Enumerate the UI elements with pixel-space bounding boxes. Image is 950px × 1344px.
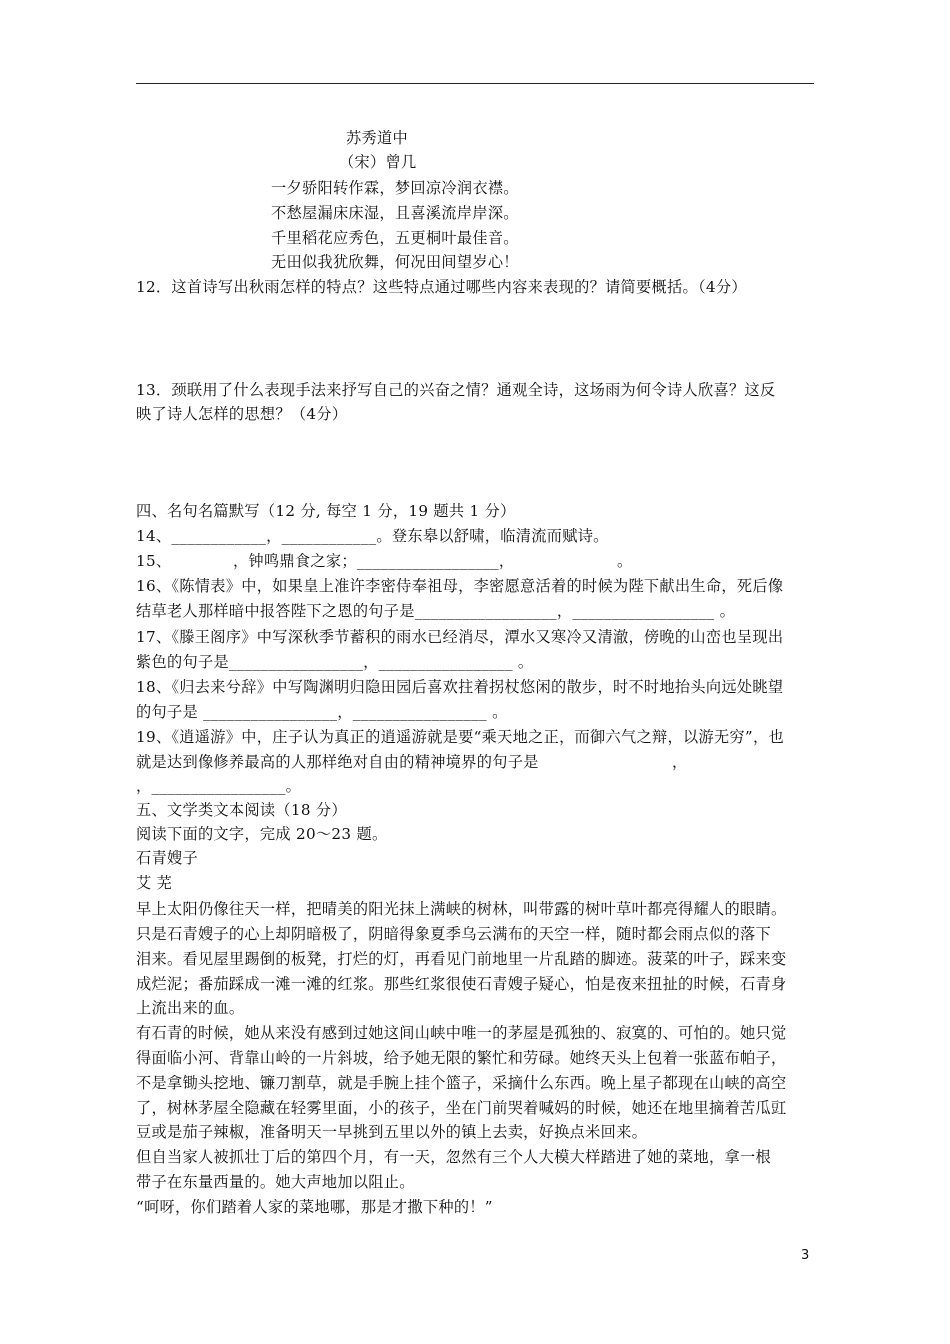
story-paragraph-line: 得面临小河、背靠山岭的一片斜坡，给予她无限的繁忙和劳碌。她终天头上包着一张蓝布帕子， xyxy=(136,1049,787,1067)
question-14: 14、____________，____________。登东皋以舒啸，临清流而赋诗。 xyxy=(136,527,609,545)
story-paragraph-line: 只是石青嫂子的心上却阴暗极了，阴暗得象夏季乌云满布的天空一样，随时都会雨点似的落下 xyxy=(136,925,771,943)
page-number: 3 xyxy=(801,1248,810,1263)
question-19-line-1: 19、《逍遥游》中，庄子认为真正的逍遥游就是要“乘天地之正，而御六气之辩，以游无穷”，也 xyxy=(136,728,784,746)
poem-title: 苏秀道中 xyxy=(346,129,408,147)
question-19-line-3: ，_________________。 xyxy=(136,777,302,795)
question-13-line-1: 13．颈联用了什么表现手法来抒写自己的兴奋之情？通观全诗，这场雨为何令诗人欣喜？这反 xyxy=(136,381,776,399)
question-15: 15、 ，钟鸣鼎食之家；__________________， 。 xyxy=(136,552,633,570)
question-16-line-1: 16、《陈情表》中，如果皇上准许李密侍奉祖母，李密愿意活着的时候为陛下献出生命，死后像 xyxy=(136,577,784,595)
reading-instruction: 阅读下面的文字，完成 20～23 题。 xyxy=(136,825,388,843)
question-12: 12．这首诗写出秋雨怎样的特点？这些特点通过哪些内容来表现的？请简要概括。（4分） xyxy=(136,278,747,296)
story-dialogue: “呵呀，你们踏着人家的菜地哪，那是才撒下种的！” xyxy=(136,1198,493,1216)
story-paragraph-line: 上流出来的血。 xyxy=(136,999,245,1017)
question-18-line-2: 的句子是 _________________，_________________ 。 xyxy=(136,703,508,721)
story-paragraph-line: 泪来。看见屋里踢倒的板凳，打烂的灯，再看见门前地里一片乱踏的脚迹。菠菜的叶子，踩来变 xyxy=(136,950,787,968)
question-17-line-1: 17、《滕王阁序》中写深秋季节蓄积的雨水已经消尽，潭水又寒冷又清澈，傍晚的山峦也呈现出 xyxy=(136,628,784,646)
section-5-heading: 五、文学类文本阅读（18 分） xyxy=(136,801,347,819)
story-paragraph-line: 了，树林茅屋全隐藏在轻雾里面，小的孩子，坐在门前哭着喊妈的时候，她还在地里摘着苦瓜豇 xyxy=(136,1099,787,1117)
story-paragraph-line: 早上太阳仍像往天一样，把晴美的阳光抹上满峡的树林，叫带露的树叶草叶都亮得耀人的眼睛。 xyxy=(136,900,787,918)
poem-line: 无田似我犹欣舞，何况田间望岁心！ xyxy=(271,253,519,271)
question-16-line-2: 结草老人那样暗中报答陛下之恩的句子是__________________，__________________ 。 xyxy=(136,602,736,620)
poem-line: 一夕骄阳转作霖，梦回凉冷润衣襟。 xyxy=(271,179,519,197)
story-paragraph-line: 但自当家人被抓壮丁后的第四个月，有一天，忽然有三个人大模大样踏进了她的菜地，拿一根 xyxy=(136,1148,771,1166)
question-19-line-2: 就是达到像修养最高的人那样绝对自由的精神境界的句子是 ， xyxy=(136,753,688,771)
story-paragraph-line: 不是拿锄头挖地、镰刀割草，就是手腕上挂个篮子，采摘什么东西。晚上星子都现在山峡的高空 xyxy=(136,1074,787,1092)
story-paragraph-line: 豆或是茄子辣椒，准备明天一早挑到五里以外的镇上去卖，好换点米回来。 xyxy=(136,1123,648,1141)
question-18-line-1: 18、《归去来兮辞》中写陶渊明归隐田园后喜欢拄着拐杖悠闲的散步，时不时地抬头向远处眺望 xyxy=(136,678,784,696)
poem-author: （宋）曾几 xyxy=(339,153,417,171)
story-paragraph-line: 成烂泥；番茄踩成一滩一滩的红浆。那些红浆很使石青嫂子疑心，怕是夜来扭扯的时候，石青身 xyxy=(136,975,787,993)
header-rule xyxy=(136,83,814,84)
question-17-line-2: 紫色的句子是_________________，_________________ 。 xyxy=(136,653,534,671)
section-4-heading: 四、名句名篇默写（12 分, 每空 1 分，19 题共 1 分） xyxy=(136,502,516,520)
story-author: 艾 芜 xyxy=(136,874,173,892)
story-paragraph-line: 带子在东量西量的。她大声地加以阻止。 xyxy=(136,1173,415,1191)
poem-line: 不愁屋漏床床湿，且喜溪流岸岸深。 xyxy=(271,204,519,222)
question-13-line-2: 映了诗人怎样的思想？（4分） xyxy=(136,405,348,423)
story-title: 石青嫂子 xyxy=(136,849,198,867)
story-paragraph-line: 有石青的时候，她从来没有感到过她这间山峡中唯一的茅屋是孤独的、寂寞的、可怕的。她只觉 xyxy=(136,1024,787,1042)
poem-line: 千里稻花应秀色，五更桐叶最佳音。 xyxy=(271,229,519,247)
